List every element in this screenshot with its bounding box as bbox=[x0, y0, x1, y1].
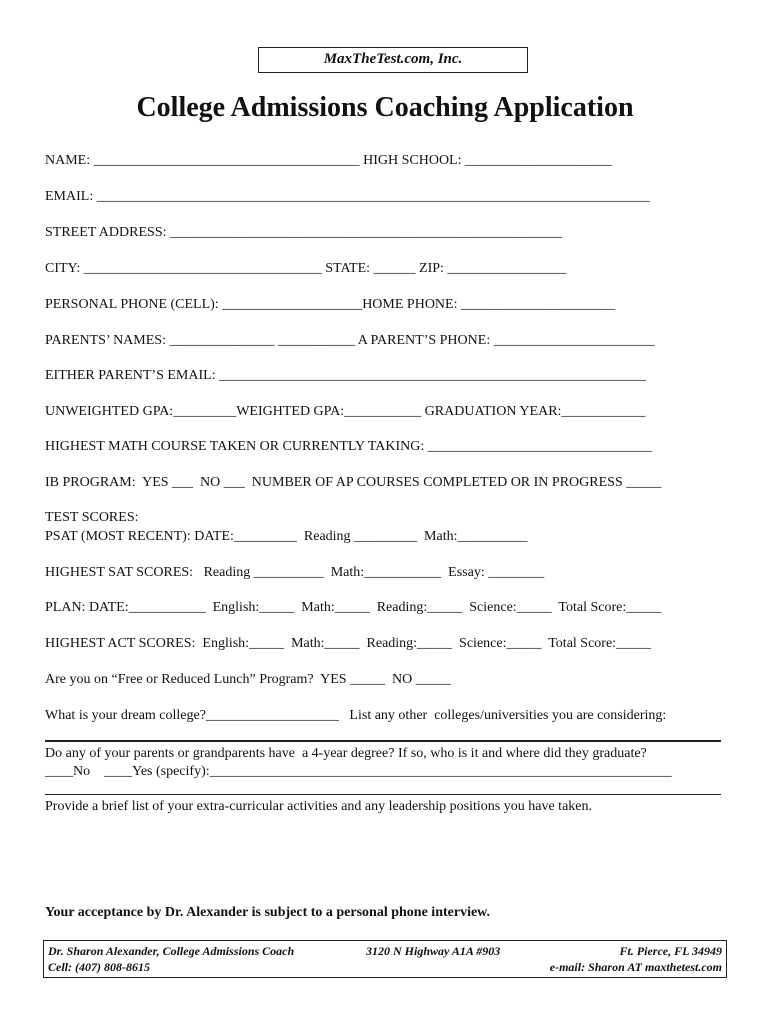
parents-names-field[interactable]: PARENTS’ NAMES: _______________ ___________ A PARENT’S PHONE: _______________________ bbox=[45, 333, 655, 348]
email-field[interactable]: EMAIL: _______________________________________________________________________________ bbox=[45, 189, 650, 204]
ib-program-field[interactable]: IB PROGRAM: YES ___ NO ___ NUMBER OF AP COURSES COMPLETED OR IN PROGRESS _____ bbox=[45, 475, 662, 490]
name-field[interactable]: NAME: ______________________________________ HIGH SCHOOL: _____________________ bbox=[45, 153, 612, 168]
sat-field[interactable]: HIGHEST SAT SCORES: Reading __________ Math:___________ Essay: ________ bbox=[45, 565, 545, 580]
test-scores-heading: TEST SCORES: bbox=[45, 510, 139, 525]
city-address: Ft. Pierce, FL 34949 bbox=[619, 944, 722, 958]
divider bbox=[45, 794, 721, 795]
gpa-field[interactable]: UNWEIGHTED GPA:_________WEIGHTED GPA:___________ GRADUATION YEAR:____________ bbox=[45, 404, 646, 419]
dream-college-field[interactable]: What is your dream college?___________________ List any other colleges/universities you are considering: bbox=[45, 708, 667, 723]
footer-contact bbox=[43, 940, 727, 978]
page-title: College Admissions Coaching Application bbox=[136, 92, 634, 123]
city-state-zip-field[interactable]: CITY: __________________________________ STATE: ______ ZIP: _________________ bbox=[45, 261, 567, 276]
divider bbox=[45, 740, 721, 742]
psat-field[interactable]: PSAT (MOST RECENT): DATE:_________ Reading _________ Math:__________ bbox=[45, 529, 528, 544]
street-address: 3120 N Highway A1A #903 bbox=[366, 944, 501, 958]
acceptance-note: Your acceptance by Dr. Alexander is subject to a personal phone interview. bbox=[45, 905, 491, 920]
act-field[interactable]: HIGHEST ACT SCORES: English:_____ Math:_____ Reading:_____ Science:_____ Total Score:_____ bbox=[45, 636, 652, 651]
parent-degree-question: Do any of your parents or grandparents have a 4-year degree? If so, who is it and where did they graduate? bbox=[45, 746, 647, 761]
company-name: MaxTheTest.com, Inc. bbox=[258, 47, 528, 73]
street-address-field[interactable]: STREET ADDRESS: ________________________________________________________ bbox=[45, 225, 562, 240]
plan-field[interactable]: PLAN: DATE:___________ English:_____ Math:_____ Reading:_____ Science:_____ Total Score:_____ bbox=[45, 600, 662, 615]
math-course-field[interactable]: HIGHEST MATH COURSE TAKEN OR CURRENTLY TAKING: ________________________________ bbox=[45, 439, 652, 454]
phone-field[interactable]: PERSONAL PHONE (CELL): ____________________HOME PHONE: ______________________ bbox=[45, 297, 615, 312]
parent-email-field[interactable]: EITHER PARENT’S EMAIL: _____________________________________________________________ bbox=[45, 368, 647, 383]
lunch-program-field[interactable]: Are you on “Free or Reduced Lunch” Program? YES _____ NO _____ bbox=[45, 672, 451, 687]
activities-prompt: Provide a brief list of your extra-curricular activities and any leadership positions you have taken. bbox=[45, 799, 592, 814]
cell-phone: Cell: (407) 808-8615 bbox=[48, 960, 150, 974]
email-address: e-mail: Sharon AT maxthetest.com bbox=[549, 960, 722, 974]
parent-degree-options[interactable]: ____No ____Yes (specify):__________________________________________________________________ bbox=[45, 764, 672, 779]
coach-name: Dr. Sharon Alexander, College Admissions Coach bbox=[48, 944, 295, 958]
